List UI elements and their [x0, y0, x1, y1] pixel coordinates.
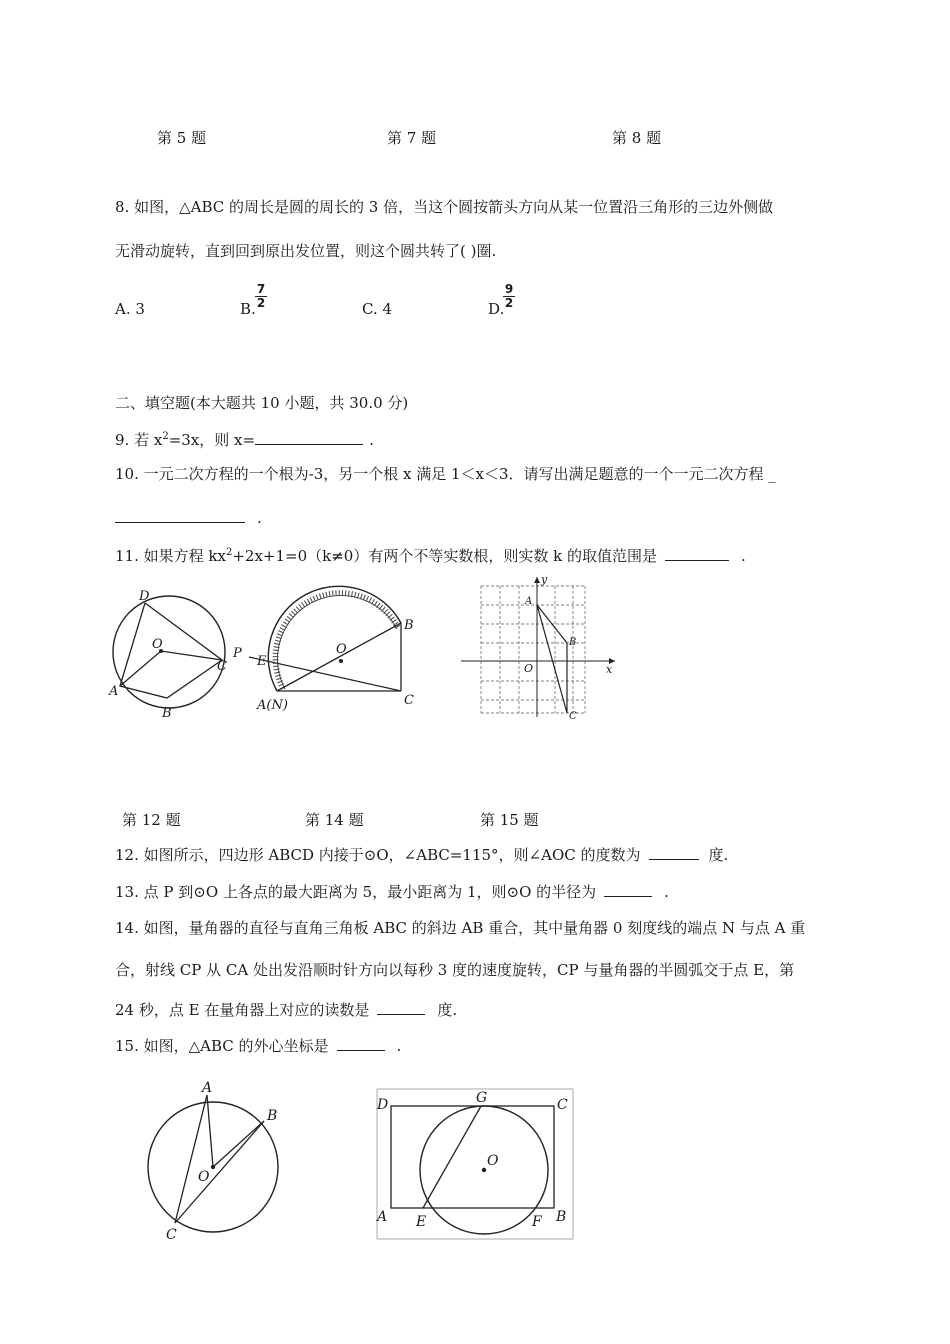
q8-line1: 8. 如图，△ABC 的周长是圆的周长的 3 倍，当这个圆按箭头方向从某一位置沿三角形的三边外侧做: [115, 198, 774, 216]
q9-answer-blank[interactable]: [255, 430, 363, 445]
q12: [115, 845, 728, 865]
q9-sup: 2: [162, 431, 169, 442]
q14-line3: [115, 1000, 457, 1020]
figure-q12: [105, 585, 235, 725]
q11-sup: 2: [225, 547, 233, 558]
fig15-label-b: B: [569, 637, 577, 648]
fig14-label-o: O: [336, 642, 347, 657]
fig17-label-d: D: [377, 1097, 389, 1113]
fig15-label-c: C: [569, 711, 577, 722]
q8-b-denominator: 2: [256, 296, 266, 310]
caption-q12: 第 12 题: [122, 811, 181, 829]
q14-line3-prefix: 24 秒，点 E 在量角器上对应的读数是: [115, 1001, 370, 1019]
figure-q15: [455, 573, 625, 723]
q8-option-a: A. 3: [115, 300, 145, 318]
fig15-label-y: y: [541, 573, 548, 586]
caption-q14: 第 14 题: [305, 811, 364, 829]
q14-line2: 合，射线 CP 从 CA 处出发沿顺时针方向以每秒 3 度的速度旋转，CP 与量角器的半圆弧交于点 E，第: [115, 961, 795, 979]
fig16-label-c: C: [166, 1227, 177, 1243]
fig17-label-c: C: [557, 1097, 568, 1113]
fig14-label-c: C: [404, 693, 414, 708]
fig17-label-o: O: [487, 1153, 499, 1169]
q13-answer-blank[interactable]: [604, 882, 652, 897]
q9-mid: =3x，则 x=: [168, 431, 256, 449]
q8-option-b-fraction: [255, 284, 267, 309]
q12-text: 12. 如图所示，四边形 ABCD 内接于⊙O，∠ABC=115°，则∠AOC 的度数为: [115, 846, 641, 864]
q11: [115, 543, 746, 566]
q8-d-denominator: 2: [504, 296, 514, 310]
fig12-label-d: D: [139, 589, 150, 604]
fig16-label-o: O: [198, 1169, 210, 1185]
q12-answer-blank[interactable]: [649, 845, 699, 860]
fig17-label-b: B: [556, 1209, 567, 1225]
fig15-label-x: x: [606, 663, 613, 676]
q8-option-d: D.: [488, 300, 505, 318]
q13-text: 13. 点 P 到⊙O 上各点的最大距离为 5，最小距离为 1，则⊙O 的半径为: [115, 883, 597, 901]
fig12-label-a: A: [109, 684, 119, 699]
fig17-label-f: F: [532, 1214, 542, 1230]
q15-answer-blank[interactable]: [337, 1036, 385, 1051]
q8-option-d-fraction: [503, 284, 515, 309]
q13: [115, 882, 669, 902]
figure-q17: [370, 1085, 580, 1245]
q10-line1: 10. 一元二次方程的一个根为-3，另一个根 x 满足 1＜x＜3．请写出满足题意的一个一元二次方程 _: [115, 465, 776, 483]
section-heading: 二、填空题(本大题共 10 小题，共 30.0 分): [115, 394, 409, 412]
fig17-label-a: A: [377, 1209, 388, 1225]
fig15-label-o: O: [524, 662, 534, 675]
fig14-label-p: P: [233, 646, 242, 661]
q12-suffix: 度.: [708, 846, 729, 864]
q14-answer-blank[interactable]: [377, 1000, 425, 1015]
q13-suffix: .: [664, 883, 669, 901]
q8-option-b: B.: [240, 300, 256, 318]
q10-answer-blank[interactable]: [115, 508, 245, 523]
q15: [115, 1036, 401, 1056]
q8-d-numerator: 9: [504, 282, 514, 296]
q15-suffix: .: [396, 1037, 402, 1055]
q9: [115, 427, 374, 450]
caption-q8: 第 8 题: [612, 129, 662, 147]
q10-suffix: .: [257, 509, 262, 527]
figure-q16: [140, 1075, 290, 1245]
q14-suffix: 度.: [437, 1001, 458, 1019]
caption-q15: 第 15 题: [480, 811, 539, 829]
q11-mid: +2x+1=0（k≠0）有两个不等实数根，则实数 k 的取值范围是: [232, 547, 657, 565]
q11-suffix: .: [740, 547, 746, 565]
fig16-label-a: A: [202, 1080, 213, 1096]
q11-prefix: 11. 如果方程 kx: [115, 547, 226, 565]
caption-q5: 第 5 题: [157, 129, 207, 147]
q8-option-c: C. 4: [362, 300, 393, 318]
q8-line2: 无滑动旋转，直到回到原出发位置，则这个圆共转了( )圈.: [115, 242, 497, 260]
q11-answer-blank[interactable]: [665, 546, 729, 561]
fig14-label-an: A(N): [257, 698, 288, 713]
fig14-label-b: B: [404, 618, 414, 633]
fig12-label-o: O: [152, 637, 163, 652]
fig17-label-e: E: [416, 1214, 427, 1230]
q8-b-numerator: 7: [256, 282, 266, 296]
fig15-label-a: A: [525, 596, 533, 607]
fig14-label-e: E: [257, 654, 267, 669]
fig17-label-g: G: [476, 1090, 488, 1106]
q15-text: 15. 如图，△ABC 的外心坐标是: [115, 1037, 329, 1055]
q14-line1: 14. 如图，量角器的直径与直角三角板 ABC 的斜边 AB 重合，其中量角器 0 刻度线的端点 N 与点 A 重: [115, 919, 806, 937]
fig12-label-c: C: [217, 659, 227, 674]
caption-q7: 第 7 题: [387, 129, 437, 147]
fig16-label-b: B: [267, 1108, 278, 1124]
fig12-label-b: B: [162, 706, 172, 721]
q9-suffix: .: [369, 431, 374, 449]
figure-q14: [233, 585, 425, 715]
q10-line2: [115, 508, 262, 528]
q9-prefix: 9. 若 x: [115, 431, 163, 449]
